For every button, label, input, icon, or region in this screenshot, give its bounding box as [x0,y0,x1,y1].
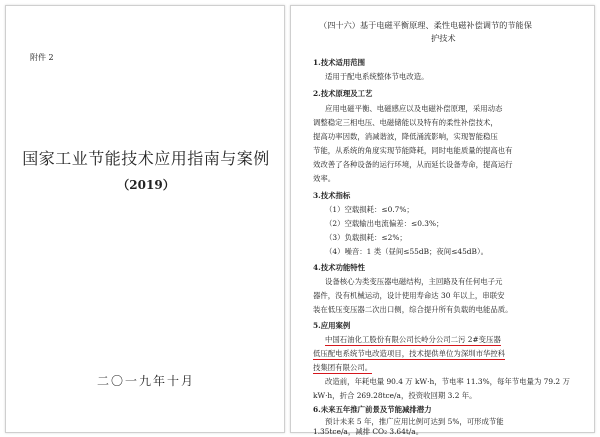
text-line: 设备核心为类变压器电磁结构，主回路及有任何电子元 [325,277,503,286]
heading-scope: 1.技术适用范围 [313,58,366,67]
document-title: 国家工业节能技术应用指南与案例 [22,149,270,168]
text-line: （4）噪音：1 类（昼间≤55dB；夜间≤45dB）。 [325,247,489,256]
highlighted-text-line: 低压配电系统节电改造项目，技术提供单位为深圳市华控科 [313,349,506,358]
text-line: 装在低压变压器二次出口侧，综合提升所有负载的电能品质。 [313,305,513,314]
text-line: kW·h，折合 269.28tce/a，投资收回期 3.2 年。 [313,391,477,400]
highlighted-text-line: 技集团有限公司。 [313,363,373,372]
text-line: 适用于配电系统整体节电改造。 [325,72,429,81]
heading-indicators: 3.技术指标 [313,191,351,200]
text-line: 调整稳定三相电压、电磁储能以及特有的柔性补偿技术， [313,118,498,127]
document-date: 二〇一九年十月 [96,374,195,388]
text-line: （3）负载损耗：≤2%； [325,233,407,242]
heading-principle: 2.技术原理及工艺 [313,89,373,98]
section-title-line-1: （四十六）基于电磁平衡原理、柔性电磁补偿调节的节能保 [319,20,532,30]
text-line: 改造前，年耗电量 90.4 万 kW·h，节电率 11.3%，每年节电量为 79.2 万 [325,377,570,386]
text-line: 节能，从系统的角度实现节能降耗，同时电能质量的提高也有 [313,146,513,155]
heading-case: 5.应用案例 [313,321,351,330]
cover-page [5,5,285,433]
text-line: 应用电磁平衡、电磁感应以及电磁补偿原理，采用动态 [325,104,503,113]
text-line: （2）空载输出电流偏差：≤0.3%； [325,219,444,228]
content-page [290,5,595,436]
section-title-line-2: 护技术 [431,33,456,43]
document-year: （2019） [117,178,175,192]
attachment-label: 附件 2 [30,53,54,62]
highlighted-text-line: 中国石油化工股份有限公司长岭分公司二污 2#变压器 [325,335,501,344]
text-line: 效率。 [313,174,336,183]
text-line: 提高功率因数，消减谐波，降低涌流影响，实现智能稳压 [313,132,498,141]
text-line: 预计未来 5 年，推广应用比例可达到 5%，可形成节能 [325,417,504,426]
text-line: （1）空载损耗：≤0.7%； [325,205,414,214]
text-line: 效改善了各种设备的运行环境，从而延长设备寿命，提高运行 [313,160,513,169]
text-line: 1.35tce/a，减排 CO₂ 3.64t/a。 [313,427,424,436]
heading-features: 4.技术功能特性 [313,263,366,272]
text-line: 器件，没有机械运动，设计使用寿命达 30 年以上，串联安 [313,291,505,300]
heading-prospects: 6.未来五年推广前景及节能减排潜力 [313,405,432,414]
